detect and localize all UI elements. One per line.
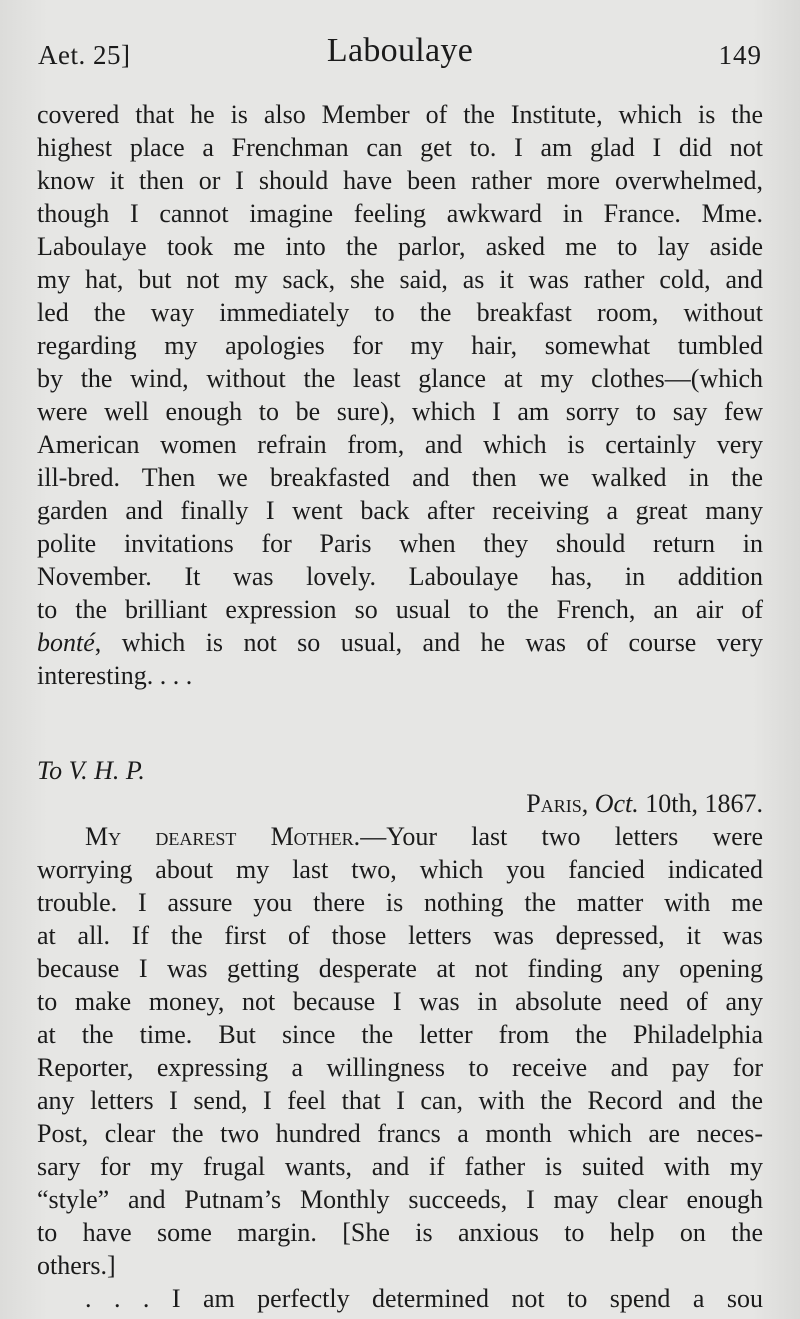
text-line: at all. If the first of those letters was depressed, it was — [37, 921, 763, 950]
section-gap — [37, 692, 763, 754]
text-fragment: , which is not so usual, and he was of course very — [94, 628, 763, 657]
dateline-date: 10th, 1867. — [645, 789, 763, 818]
text-line: sary for my frugal wants, and if father is suited with my — [37, 1152, 763, 1181]
text-line: to make money, not because I was in absolute need of any — [37, 987, 763, 1016]
page-number: 149 — [718, 40, 762, 70]
text-line: “style” and Putnam’s Monthly succeeds, I may clear enough — [37, 1185, 763, 1214]
text-line — [37, 626, 763, 659]
text-line: November. It was lovely. Laboulaye has, in addition — [37, 562, 763, 591]
text-line: were well enough to be sure), which I am sorry to say few — [37, 397, 763, 426]
text-line: highest place a Frenchman can get to. I am glad I did not — [37, 133, 763, 162]
text-line: American women refrain from, and which is certainly very — [37, 430, 763, 459]
text-line: to the brilliant expression so usual to the French, an air of — [37, 595, 763, 624]
text-line: know it then or I should have been rather more overwhelmed, — [37, 166, 763, 195]
text-line: any letters I send, I feel that I can, with the Record and the — [37, 1086, 763, 1115]
text-line: Laboulaye took me into the parlor, asked me to lay aside — [37, 232, 763, 261]
text-line: polite invitations for Paris when they should return in — [37, 529, 763, 558]
text-line: garden and finally I went back after receiving a great many — [37, 496, 763, 525]
text-line: . . . I am perfectly determined not to spend a sou — [85, 1284, 763, 1313]
letter-dateline — [37, 787, 763, 820]
salutation-small-caps: y dearest — [108, 822, 237, 851]
salutation-initial: M — [85, 822, 109, 851]
text-line: led the way immediately to the breakfast room, without — [37, 298, 763, 327]
dateline-place: Paris, — [526, 789, 589, 818]
text-line: because I was getting desperate at not finding any opening — [37, 954, 763, 983]
salutation-name: Mother. — [270, 822, 361, 851]
text-line: regarding my apologies for my hair, somewhat tumbled — [37, 331, 763, 360]
text-line: though I cannot imagine feeling awkward in France. Mme. — [37, 199, 763, 228]
text-line: trouble. I assure you there is nothing the matter with me — [37, 888, 763, 917]
paragraph-letter-body — [37, 820, 763, 1315]
body-text — [37, 98, 763, 1315]
dateline-month: Oct. — [594, 789, 639, 818]
text-line: worrying about my last two, which you fancied indicated — [37, 855, 763, 884]
text-line: interesting. . . . — [37, 661, 193, 690]
salutation-rest: —Your last two letters were — [360, 822, 764, 851]
paragraph-laboulaye-visit — [37, 98, 763, 692]
text-line: my hat, but not my sack, she said, as it was rather cold, and — [37, 265, 763, 294]
text-line: others.] — [37, 1251, 116, 1280]
salutation-line — [37, 820, 763, 853]
text-line: ill-bred. Then we breakfasted and then we walked in the — [37, 463, 763, 492]
text-line: by the wind, without the least glance at my clothes—(which — [37, 364, 763, 393]
text-line: Reporter, expressing a willingness to receive and pay for — [37, 1053, 763, 1082]
text-line: to have some margin. [She is anxious to help on the — [37, 1218, 763, 1247]
running-head-title: Laboulaye — [326, 32, 474, 69]
text-line: Post, clear the two hundred francs a month which are neces- — [37, 1119, 763, 1148]
running-head — [38, 32, 762, 80]
running-head-left: Aet. 25] — [38, 40, 131, 70]
text-line: covered that he is also Member of the Institute, which is the — [37, 100, 763, 129]
letter-addressee: To V. H. P. — [37, 756, 145, 785]
text-line: at the time. But since the letter from the Philadelphia — [37, 1020, 763, 1049]
italic-word: bonté — [37, 628, 95, 657]
